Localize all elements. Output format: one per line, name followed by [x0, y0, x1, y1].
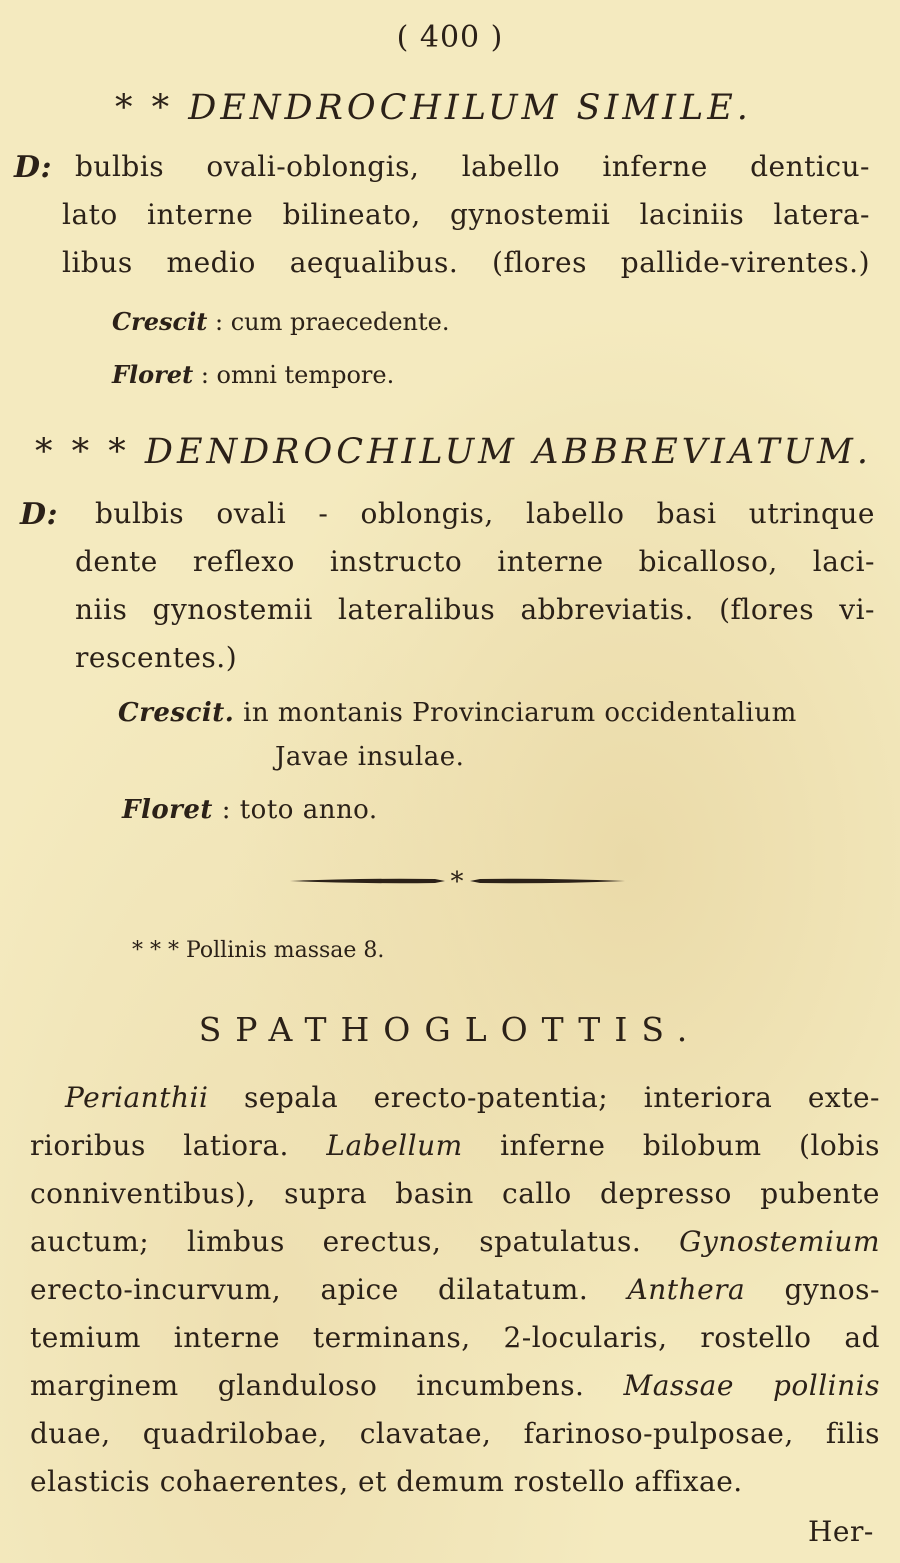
genus-line: temium interne terminans, 2-locularis, rostello ad [30, 1321, 880, 1354]
crescit-text: : cum praecedente. [214, 308, 450, 336]
crescit-line [118, 698, 797, 728]
genus-text: marginem glanduloso incumbens. [30, 1369, 585, 1402]
species-title-abbreviatum: * * * DENDROCHILUM ABBREVIATUM. [35, 432, 873, 472]
term-perianthii: Perianthii [65, 1081, 209, 1114]
genus-text: sepala erecto-patentia; interiora exte- [243, 1081, 880, 1114]
floret-label: Floret [122, 795, 213, 825]
floret-text: : toto anno. [221, 795, 378, 825]
species-title-simile: * * DENDROCHILUM SIMILE. [115, 88, 752, 128]
genus-line [65, 1081, 880, 1114]
genus-title: SPATHOGLOTTIS. [198, 1010, 702, 1049]
desc-abbrev: D: [20, 497, 59, 532]
genus-line [30, 1225, 880, 1258]
genus-text: inferne bilobum (lobis [500, 1129, 881, 1162]
crescit-text: in montanis Provinciarum occidentalium [243, 698, 797, 728]
floret-text: : omni tempore. [200, 361, 395, 389]
crescit-text-cont: Javae insulae. [275, 742, 465, 772]
desc-line: bulbis ovali-oblongis, labello inferne denticu- [75, 150, 870, 183]
floret-line [122, 795, 378, 825]
term-anthera: Anthera [627, 1273, 746, 1306]
desc-line: rescentes.) [75, 641, 238, 674]
genus-text: erecto-incurvum, apice dilatatum. [30, 1273, 589, 1306]
page-number: ( 400 ) [396, 20, 504, 55]
genus-line: duae, quadrilobae, clavatae, farinoso-pulposae, filis [30, 1417, 880, 1450]
genus-line: elasticis cohaerentes, et demum rostello affixae. [30, 1465, 743, 1498]
genus-text: gynos- [784, 1273, 880, 1306]
desc-line: dente reflexo instructo interne bicalloso, laci- [75, 545, 875, 578]
desc-line: libus medio aequalibus. (flores pallide-virentes.) [62, 246, 870, 279]
catchword: Her- [808, 1515, 874, 1548]
genus-text: rioribus latiora. [30, 1129, 289, 1162]
desc-line: niis gynostemii lateralibus abbreviatis. (flores vi- [75, 593, 875, 626]
crescit-label: Crescit [112, 307, 208, 336]
floret-label: Floret [112, 360, 194, 389]
crescit-label: Crescit. [118, 698, 235, 728]
desc-abbrev: D: [14, 150, 53, 185]
species-desc-lead [20, 497, 58, 532]
crescit-line [112, 307, 449, 336]
species-desc-lead [14, 150, 52, 185]
floret-line [112, 360, 394, 389]
term-labellum: Labellum [326, 1129, 463, 1162]
desc-line: bulbis ovali - oblongis, labello basi utrinque [95, 497, 875, 530]
desc-line: lato interne bilineato, gynostemii laciniis latera- [62, 198, 870, 231]
ornament-divider-icon [285, 866, 630, 896]
term-gynostemium: Gynostemium [679, 1225, 880, 1258]
genus-text: auctum; limbus erectus, spatulatus. [30, 1225, 642, 1258]
svg-text:*: * [450, 867, 464, 896]
term-massae-pollinis: Massae pollinis [623, 1369, 880, 1402]
genus-line: conniventibus), supra basin callo depresso pubente [30, 1177, 880, 1210]
genus-line [30, 1369, 880, 1402]
genus-line [30, 1273, 880, 1306]
section-heading: * * * Pollinis massae 8. [132, 938, 385, 963]
genus-line [30, 1129, 880, 1162]
